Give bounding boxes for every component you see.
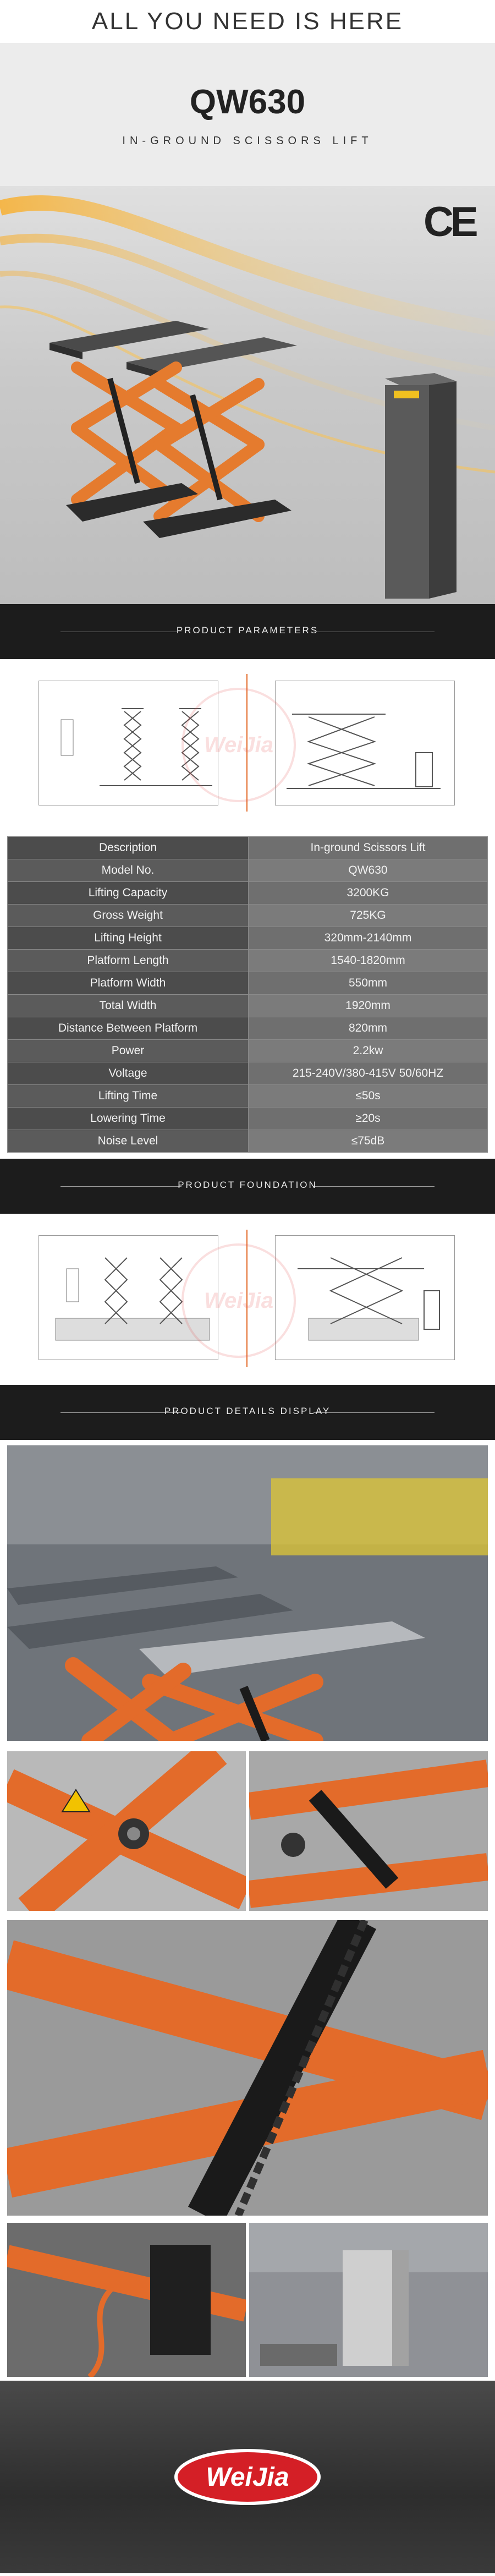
spec-row — [8, 1108, 488, 1130]
spec-row — [8, 905, 488, 927]
spec-value: In-ground Scissors Lift — [249, 837, 488, 859]
spec-key: Lowering Time — [8, 1108, 249, 1130]
spec-value: 215-240V/380-415V 50/60HZ — [249, 1062, 488, 1085]
spec-key: Noise Level — [8, 1130, 249, 1153]
spec-key: Gross Weight — [8, 905, 249, 927]
spec-value: 1920mm — [249, 995, 488, 1017]
section-bar-parameters — [0, 604, 495, 659]
spec-value: ≤50s — [249, 1085, 488, 1108]
spec-value: 2.2kw — [249, 1040, 488, 1062]
spec-key: Distance Between Platform — [8, 1017, 249, 1040]
spec-value: 320mm-2140mm — [249, 927, 488, 950]
spec-value: QW630 — [249, 859, 488, 882]
spec-value: ≥20s — [249, 1108, 488, 1130]
spec-row — [8, 882, 488, 905]
photo-detail-warning — [7, 1751, 246, 1911]
spec-key: Voltage — [8, 1062, 249, 1085]
section-bar-foundation — [0, 1159, 495, 1214]
drawing-side-view — [275, 681, 455, 805]
tagline: ALL YOU NEED IS HERE — [91, 8, 404, 35]
spec-key: Lifting Capacity — [8, 882, 249, 905]
spec-row — [8, 837, 488, 859]
section-title-parameters: PRODUCT PARAMETERS — [176, 625, 319, 635]
spec-value: 725KG — [249, 905, 488, 927]
model-title: QW630 — [189, 83, 306, 121]
spec-value: 1540-1820mm — [249, 950, 488, 972]
spec-key: Lifting Time — [8, 1085, 249, 1108]
watermark-logo-2: WeiJia — [182, 1243, 296, 1358]
spec-row — [8, 859, 488, 882]
spec-value: 3200KG — [249, 882, 488, 905]
spec-key: Power — [8, 1040, 249, 1062]
spec-key: Platform Width — [8, 972, 249, 995]
spec-key: Description — [8, 837, 249, 859]
ce-mark: CE — [424, 199, 475, 245]
photo-detail-hose — [7, 2223, 246, 2377]
spec-row — [8, 1085, 488, 1108]
foundation-side-view — [275, 1235, 455, 1360]
spec-row — [8, 1040, 488, 1062]
top-banner — [0, 0, 495, 43]
footer — [0, 2381, 495, 2573]
brand-logo-text: WeiJia — [206, 2463, 289, 2492]
spec-row — [8, 950, 488, 972]
photo-detail-rack — [7, 1920, 488, 2216]
spec-row — [8, 1130, 488, 1153]
spec-key: Model No. — [8, 859, 249, 882]
spec-row — [8, 995, 488, 1017]
section-title-foundation: PRODUCT FOUNDATION — [178, 1180, 317, 1190]
spec-table — [7, 836, 488, 1153]
photo-detail-control-box — [249, 2223, 488, 2377]
spec-value: ≤75dB — [249, 1130, 488, 1153]
spec-row — [8, 972, 488, 995]
photo-workshop-lifts — [7, 1445, 488, 1741]
spec-row — [8, 1062, 488, 1085]
spec-key: Total Width — [8, 995, 249, 1017]
spec-row — [8, 1017, 488, 1040]
section-title-details: PRODUCT DETAILS DISPLAY — [164, 1406, 331, 1416]
photo-detail-cylinder — [249, 1751, 488, 1911]
spec-row — [8, 927, 488, 950]
model-subtitle: IN-GROUND SCISSORS LIFT — [122, 135, 373, 147]
spec-key: Platform Length — [8, 950, 249, 972]
watermark-logo: WeiJia — [182, 688, 296, 802]
spec-value: 550mm — [249, 972, 488, 995]
spec-key: Lifting Height — [8, 927, 249, 950]
section-bar-details — [0, 1385, 495, 1440]
spec-value: 820mm — [249, 1017, 488, 1040]
